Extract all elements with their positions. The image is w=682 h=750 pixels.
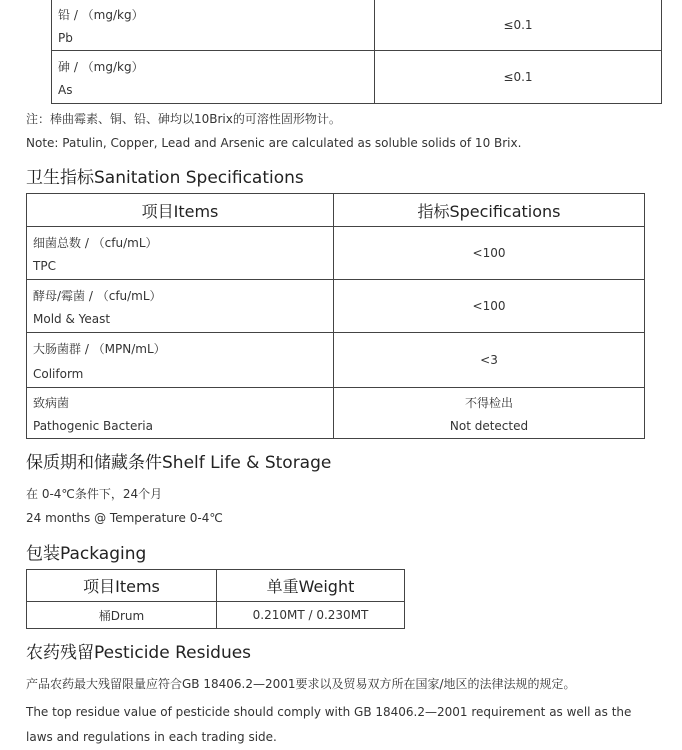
value-en: Not detected [449,418,529,433]
item-cell [27,333,334,388]
heavy-metals-table [51,0,662,104]
packaging-table [26,569,405,629]
item-name-zh: 细菌总数 / （cfu/mL） [33,235,158,250]
item-name-zh: 酵母/霉菌 / （cfu/mL） [33,288,162,303]
weight-cell: 0.210MT / 0.230MT [217,602,405,629]
sanitation-heading: 卫生指标Sanitation Specifications [26,168,304,188]
table-header-row [27,570,405,602]
note-en: Note: Patulin, Copper, Lead and Arsenic are calculated as soluble solids of 10 Brix. [26,136,522,150]
item-name-en: As [58,82,73,97]
value-cell [334,388,645,439]
item-cell: 桶Drum [27,602,217,629]
value-cell: ≤0.1 [375,0,662,51]
item-name-zh: 致病菌 [33,395,70,410]
col-weight-header: 单重Weight [217,570,405,602]
table-row [52,0,662,51]
value-cell: <100 [334,280,645,333]
item-name-en: Coliform [33,366,84,381]
sanitation-table [26,193,645,439]
table-row [27,280,645,333]
note-zh: 注：棒曲霉素、铜、铅、砷均以10Brix的可溶性固形物计。 [26,112,341,126]
table-row [52,51,662,104]
col-specs-header: 指标Specifications [334,194,645,227]
item-name-en: TPC [33,258,56,273]
shelf-life-en: 24 months @ Temperature 0-4℃ [26,511,223,525]
item-name-en: Mold & Yeast [33,311,111,326]
item-name-en: Pathogenic Bacteria [33,418,153,433]
value-cell: ≤0.1 [375,51,662,104]
item-cell [27,388,334,439]
item-cell [52,0,375,51]
shelf-life-zh: 在 0-4℃条件下，24个月 [26,487,163,501]
col-items-header: 项目Items [27,194,334,227]
packaging-heading: 包装Packaging [26,544,147,564]
pesticide-text-en: The top residue value of pesticide should comply with GB 18406.2—2001 requirement as well as the laws and regulations in each trading side. [26,705,632,744]
item-name-zh: 砷 / （mg/kg） [58,59,144,74]
item-name-en: Pb [58,30,73,45]
value-zh: 不得检出 [464,395,513,410]
item-name-zh: 铅 / （mg/kg） [58,7,144,22]
item-cell [52,51,375,104]
shelf-life-heading: 保质期和储藏条件Shelf Life & Storage [26,453,332,473]
table-row [27,388,645,439]
item-name-zh: 大肠菌群 / （MPN/mL） [33,341,166,356]
value-cell: <100 [334,227,645,280]
pesticide-text-zh: 产品农药最大残留限量应符合GB 18406.2—2001要求以及贸易双方所在国家/地区的法律法规的规定。 [26,677,576,691]
pesticide-heading: 农药残留Pesticide Residues [26,643,252,663]
table-row [27,227,645,280]
table-row [27,602,405,629]
value-cell: <3 [334,333,645,388]
item-cell [27,227,334,280]
table-row [27,333,645,388]
col-items-header: 项目Items [27,570,217,602]
item-cell [27,280,334,333]
table-header-row [27,194,645,227]
